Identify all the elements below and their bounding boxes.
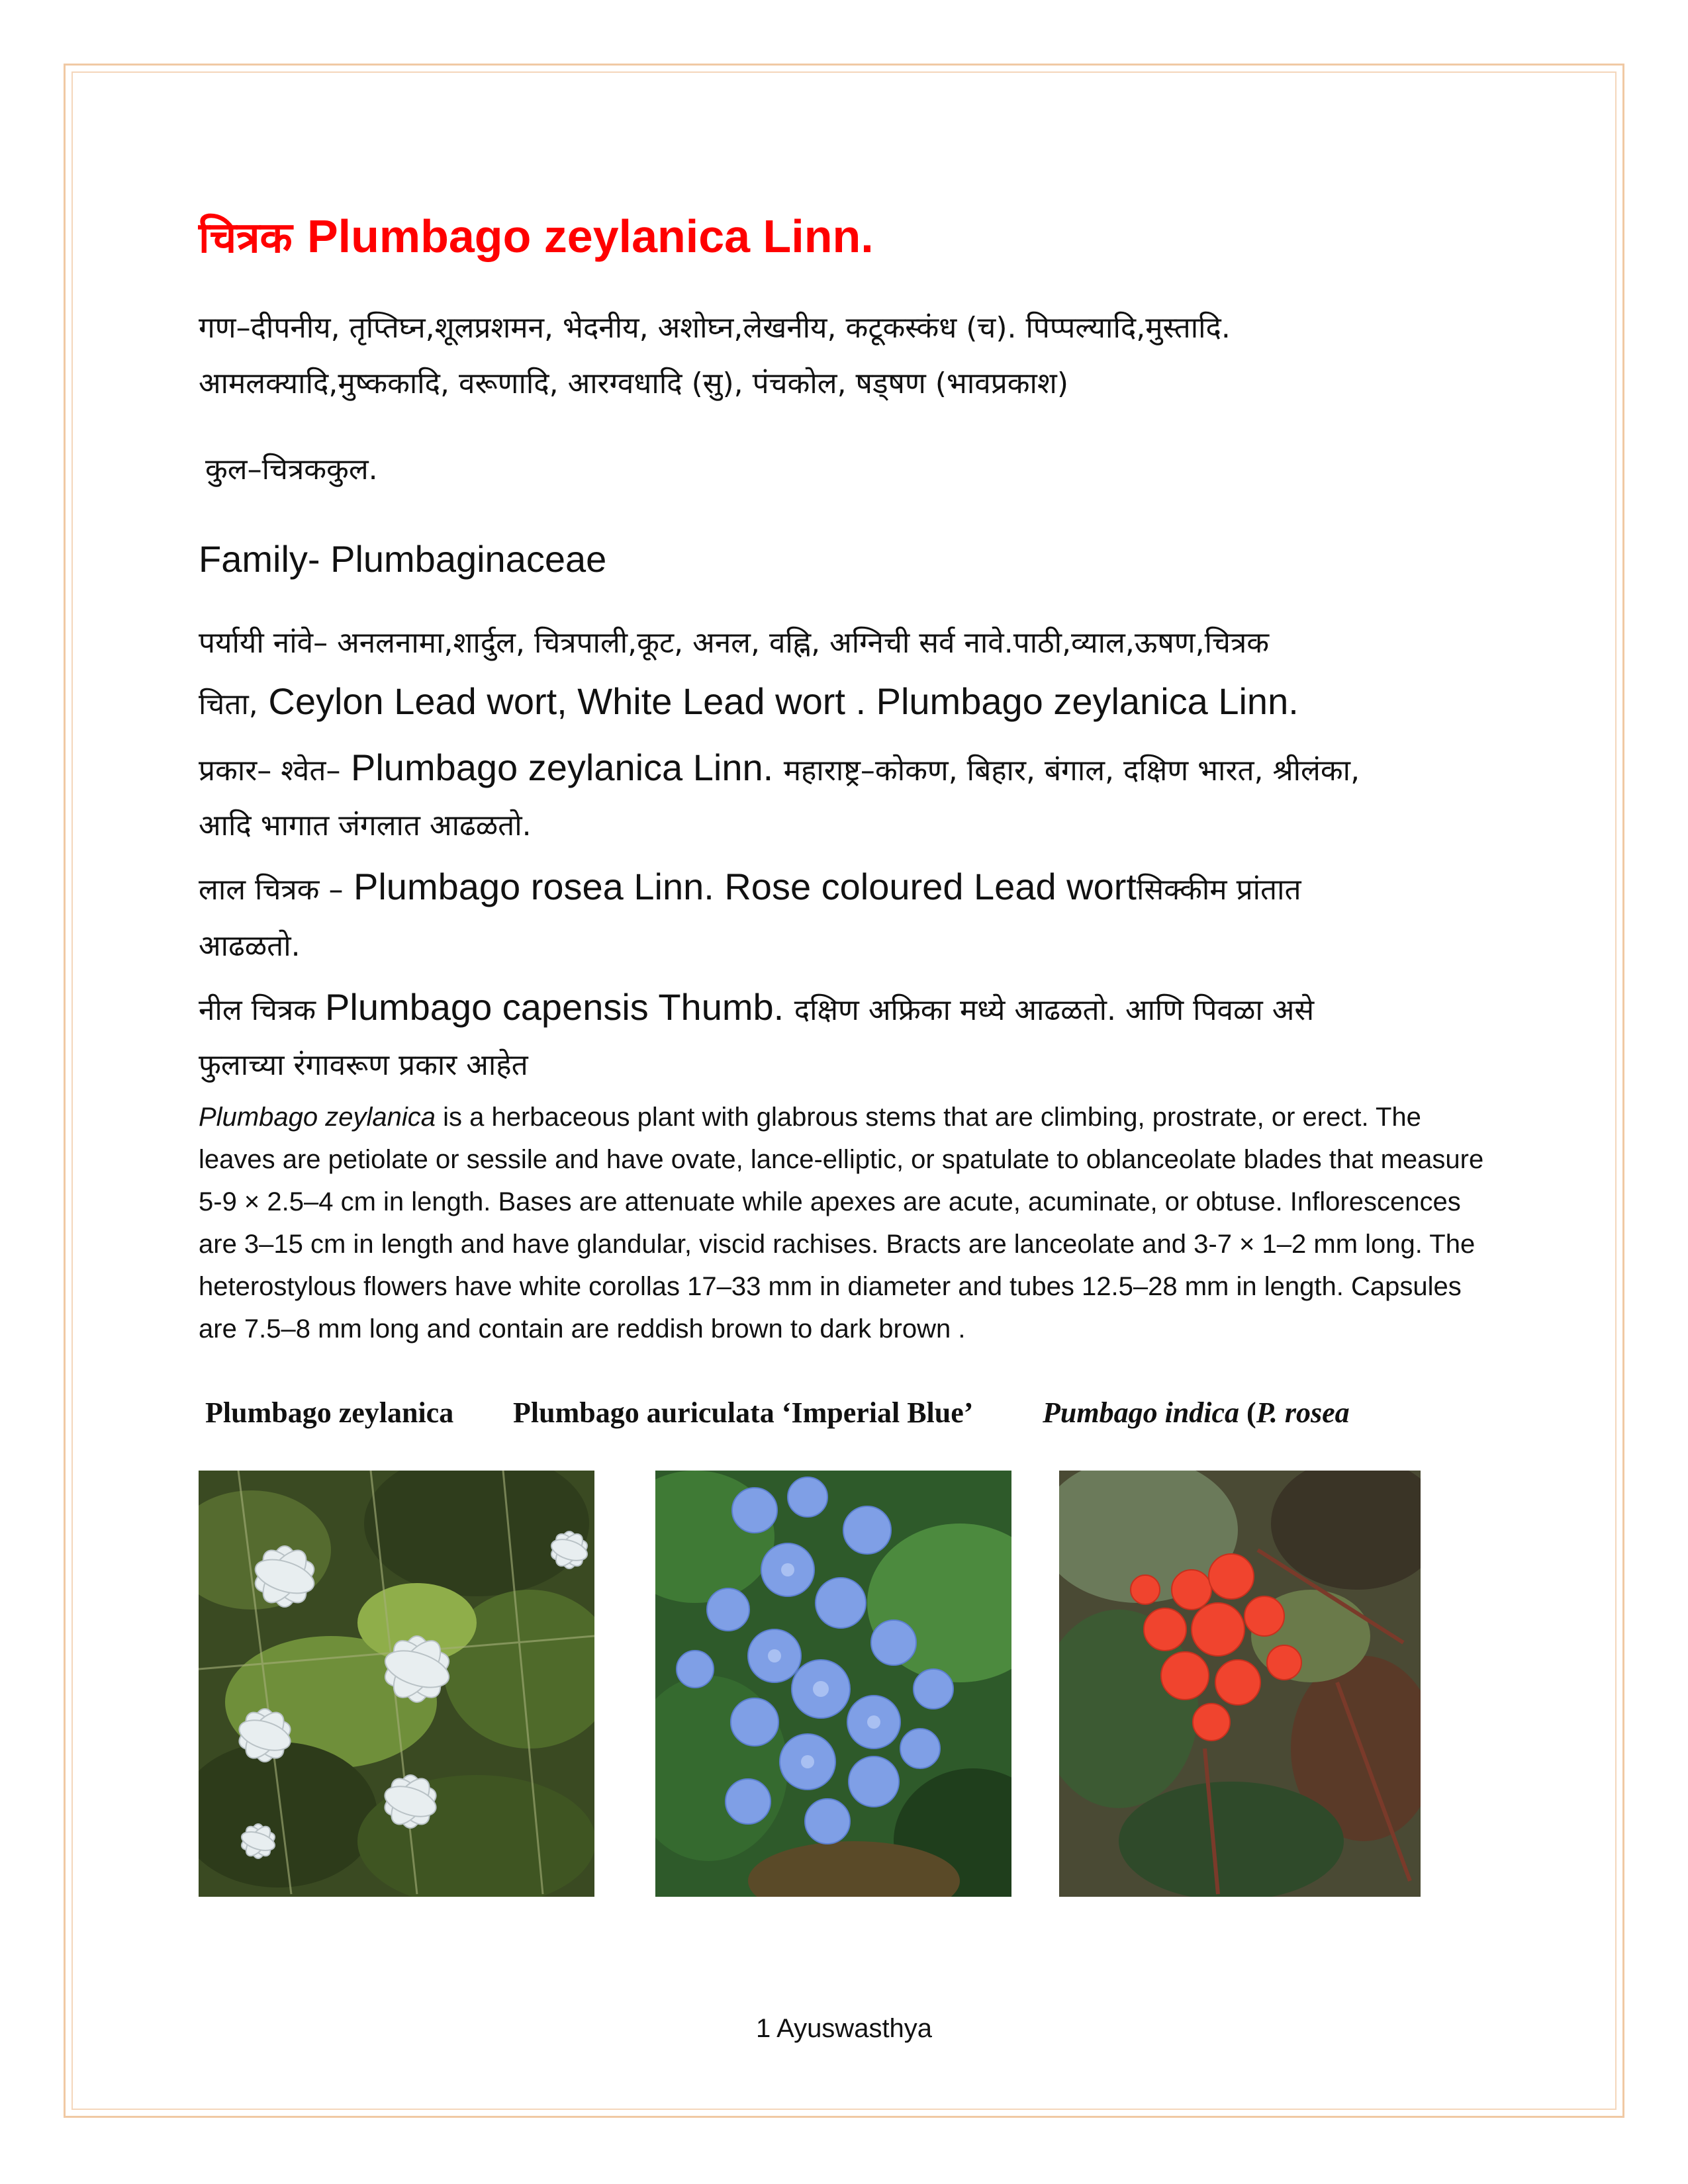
type-blue-suffix: दक्षिण अफ्रिका मध्ये आढळतो. आणि पिवळा असे — [794, 993, 1315, 1027]
caption-plumbago-indica — [1043, 1393, 1350, 1433]
photo-white-plumbago — [199, 1471, 594, 1897]
type-red-en: Plumbago rosea Linn. Rose coloured Lead wort — [343, 866, 1137, 907]
gana-line-1: गण–दीपनीय, तृप्तिघ्न,शूलप्रशमन, भेदनीय, अशोघ्न,लेखनीय, कटूकस्कंध (च). पिप्पल्यादि,मुस्तादि. — [199, 311, 1231, 345]
description-paragraph — [199, 1096, 1496, 1350]
caption-indica-part3: P. rosea — [1256, 1396, 1350, 1429]
type-white-en: Plumbago zeylanica Linn. — [340, 747, 784, 788]
synonyms-line-2 — [199, 682, 1299, 725]
family-line: Family- Plumbaginaceae — [199, 538, 607, 580]
caption-plumbago-zeylanica: Plumbago zeylanica — [205, 1396, 454, 1429]
title-marathi: चित्रक — [199, 214, 293, 263]
title-latin: Plumbago zeylanica Linn. — [306, 210, 874, 262]
page-footer: 1 Ayuswasthya — [755, 2014, 933, 2043]
photo-blue-plumbago — [655, 1471, 1011, 1897]
caption-plumbago-auriculata: Plumbago auriculata ‘Imperial Blue’ — [513, 1396, 974, 1429]
description-text: is a herbaceous plant with glabrous stems that are climbing, prostrate, or erect. The leaves are petiolate or sessile and have ovate, lance-elliptic, or spatulate to oblanceolate blades that measure 5-9 × 2.5–4 cm in length. Bases are attenuate while apexes are acute, acuminate, or obtuse. Inflorescences are 3–15 cm in length and have glandular, viscid rachises. Bracts are lanceolate and 3-7 × 1–2 mm long. The heterostylous flowers have white corollas 17–33 mm in diameter and tubes 12.5–28 mm in length. Capsules are 7.5–8 mm long and contain are reddish brown to dark brown . — [199, 1103, 1484, 1343]
caption-indica-part2: ( — [1239, 1396, 1256, 1429]
type-white-prefix: प्रकार– श्वेत– — [199, 754, 341, 788]
gana-line-2: आमलक्यादि,मुष्ककादि, वरूणादि, आरग्वधादि (सु), पंचकोल, षड्षण (भावप्रकाश) — [199, 367, 1069, 400]
photo-red-plumbago — [1059, 1471, 1421, 1897]
page-title — [199, 206, 874, 268]
type-white-line-1 — [199, 748, 1360, 791]
type-blue-line-2: फुलाच्या रंगावरूण प्रकार आहेत — [199, 1048, 528, 1082]
type-red-suffix: सिक्कीम प्रांतात — [1136, 873, 1301, 907]
type-blue-line-1 — [199, 987, 1314, 1030]
synonyms-line-2-mr: चिता, — [199, 688, 258, 721]
type-red-prefix: लाल चित्रक – — [199, 873, 344, 907]
kula-line: कुल–चित्रककुल. — [205, 453, 378, 486]
type-blue-en: Plumbago capensis Thumb. — [325, 986, 794, 1028]
caption-indica-part1: Pumbago indica — [1043, 1396, 1240, 1429]
type-blue-prefix: नील चित्रक — [199, 993, 326, 1027]
type-red-line-2: आढळतो. — [199, 929, 301, 963]
synonyms-line-1: पर्यायी नांवे– अनलनामा,शार्दुल, चित्रपाली,कूट, अनल, वह्नि, अग्निची सर्व नावे.पाठी,व्याल,ऊषण,चित्रक — [199, 626, 1270, 660]
type-red-line-1 — [199, 867, 1301, 910]
type-white-line-2: आदि भागात जंगलात आढळतो. — [199, 809, 532, 842]
description-italic-name: Plumbago zeylanica — [199, 1103, 436, 1132]
synonyms-line-2-en: Ceylon Lead wort, White Lead wort . Plumbago zeylanica Linn. — [258, 680, 1299, 722]
type-white-suffix: महाराष्ट्र–कोकण, बिहार, बंगाल, दक्षिण भारत, श्रीलंका, — [783, 754, 1360, 788]
